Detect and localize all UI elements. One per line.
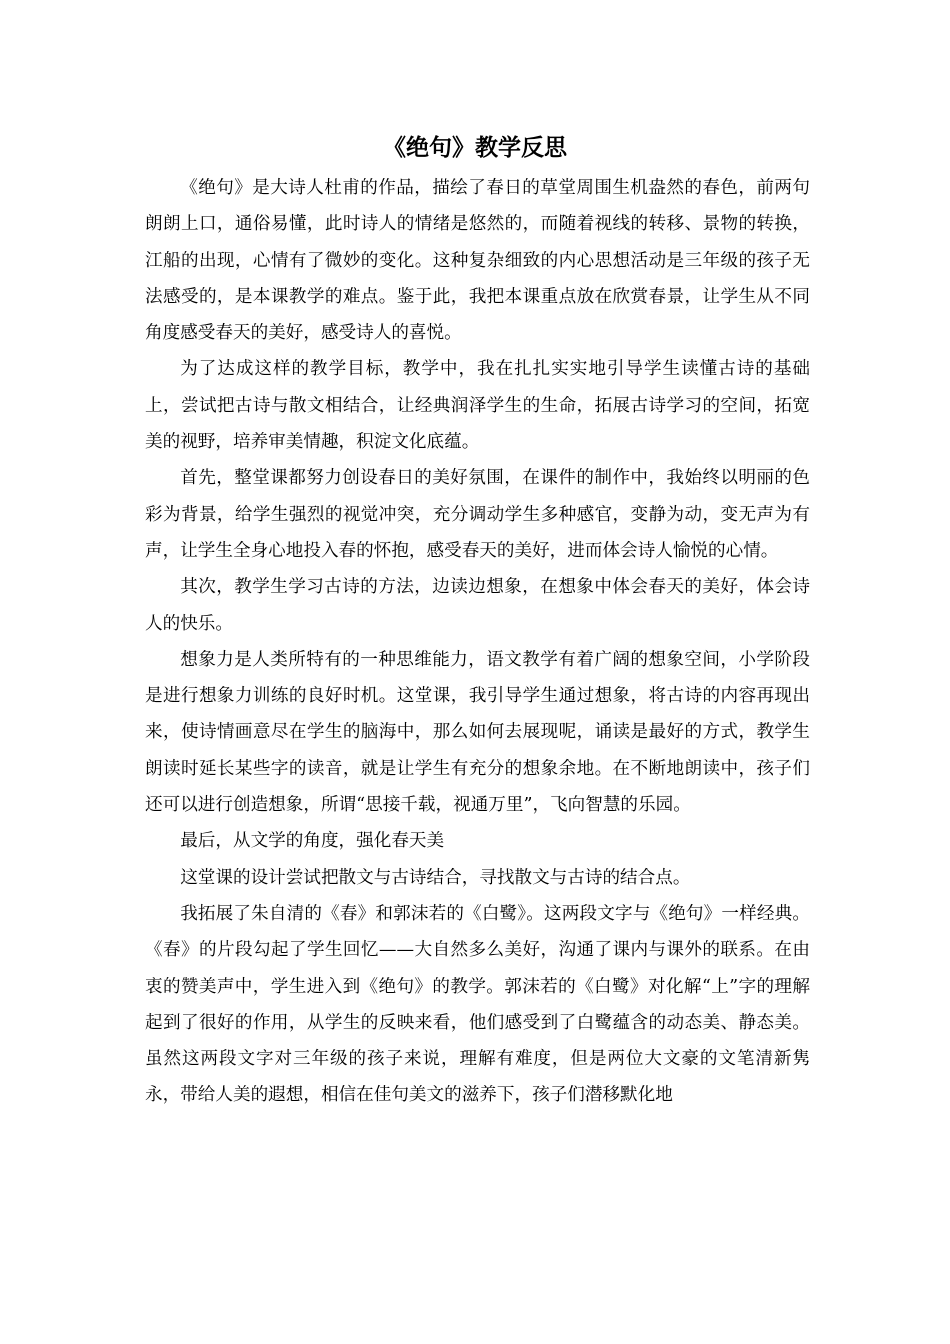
paragraph-4: 其次，教学生学习古诗的方法，边读边想象，在想象中体会春天的美好，体会诗人的快乐。	[145, 577, 810, 634]
paragraph-2: 为了达成这样的教学目标，教学中，我在扎扎实实地引导学生读懂古诗的基础上，尝试把古诗与散文相结合，让经典润泽学生的生命，拓展古诗学习的空间，拓宽美的视野，培养审美情趣，积淀文化底蕴。	[145, 359, 810, 453]
paragraph-1: 《绝句》是大诗人杜甫的作品，描绘了春日的草堂周围生机盎然的春色，前两句朗朗上口，通俗易懂，此时诗人的情绪是悠然的，而随着视线的转移、景物的转换，江船的出现，心情有了微妙的变化。这种复杂细致的内心思想活动是三年级的孩子无法感受的，是本课教学的难点。鉴于此，我把本课重点放在欣赏春景，让学生从不同角度感受春天的美好，感受诗人的喜悦。	[145, 178, 810, 344]
paragraph-5: 想象力是人类所特有的一种思维能力，语文教学有着广阔的想象空间，小学阶段是进行想象力训练的良好时机。这堂课，我引导学生通过想象，将古诗的内容再现出来，使诗情画意尽在学生的脑海中，那么如何去展现呢，诵读是最好的方式，教学生朗读时延长某些字的读音，就是让学生有充分的想象余地。在不断地朗读中，孩子们还可以进行创造想象，所谓“思接千载，视通万里”，飞向智慧的乐园。	[145, 649, 810, 816]
paragraph-3: 首先，整堂课都努力创设春日的美好氛围，在课件的制作中，我始终以明丽的色彩为背景，给学生强烈的视觉冲突，充分调动学生多种感官，变静为动，变无声为有声，让学生全身心地投入春的怀抱，感受春天的美好，进而体会诗人愉悦的心情。	[145, 468, 810, 561]
document-body	[145, 170, 810, 1114]
paragraph-7: 这堂课的设计尝试把散文与古诗结合，寻找散文与古诗的结合点。	[180, 867, 691, 888]
paragraph-6: 最后，从文学的角度，强化春天美	[180, 831, 445, 852]
paragraph-8: 我拓展了朱自清的《春》和郭沫若的《白鹭》。这两段文字与《绝句》一样经典。《春》的片段勾起了学生回忆——大自然多么美好，沟通了课内与课外的联系。在由衷的赞美声中，学生进入到《绝句》的教学。郭沫若的《白鹭》对化解“上”字的理解起到了很好的作用，从学生的反映来看，他们感受到了白鹭蕴含的动态美、静态美。虽然这两段文字对三年级的孩子来说，理解有难度，但是两位大文豪的文笔清新隽永，带给人美的遐想，相信在佳句美文的滋养下，孩子们潜移默化地	[145, 903, 810, 1106]
document-title: 《绝句》教学反思	[383, 135, 567, 161]
